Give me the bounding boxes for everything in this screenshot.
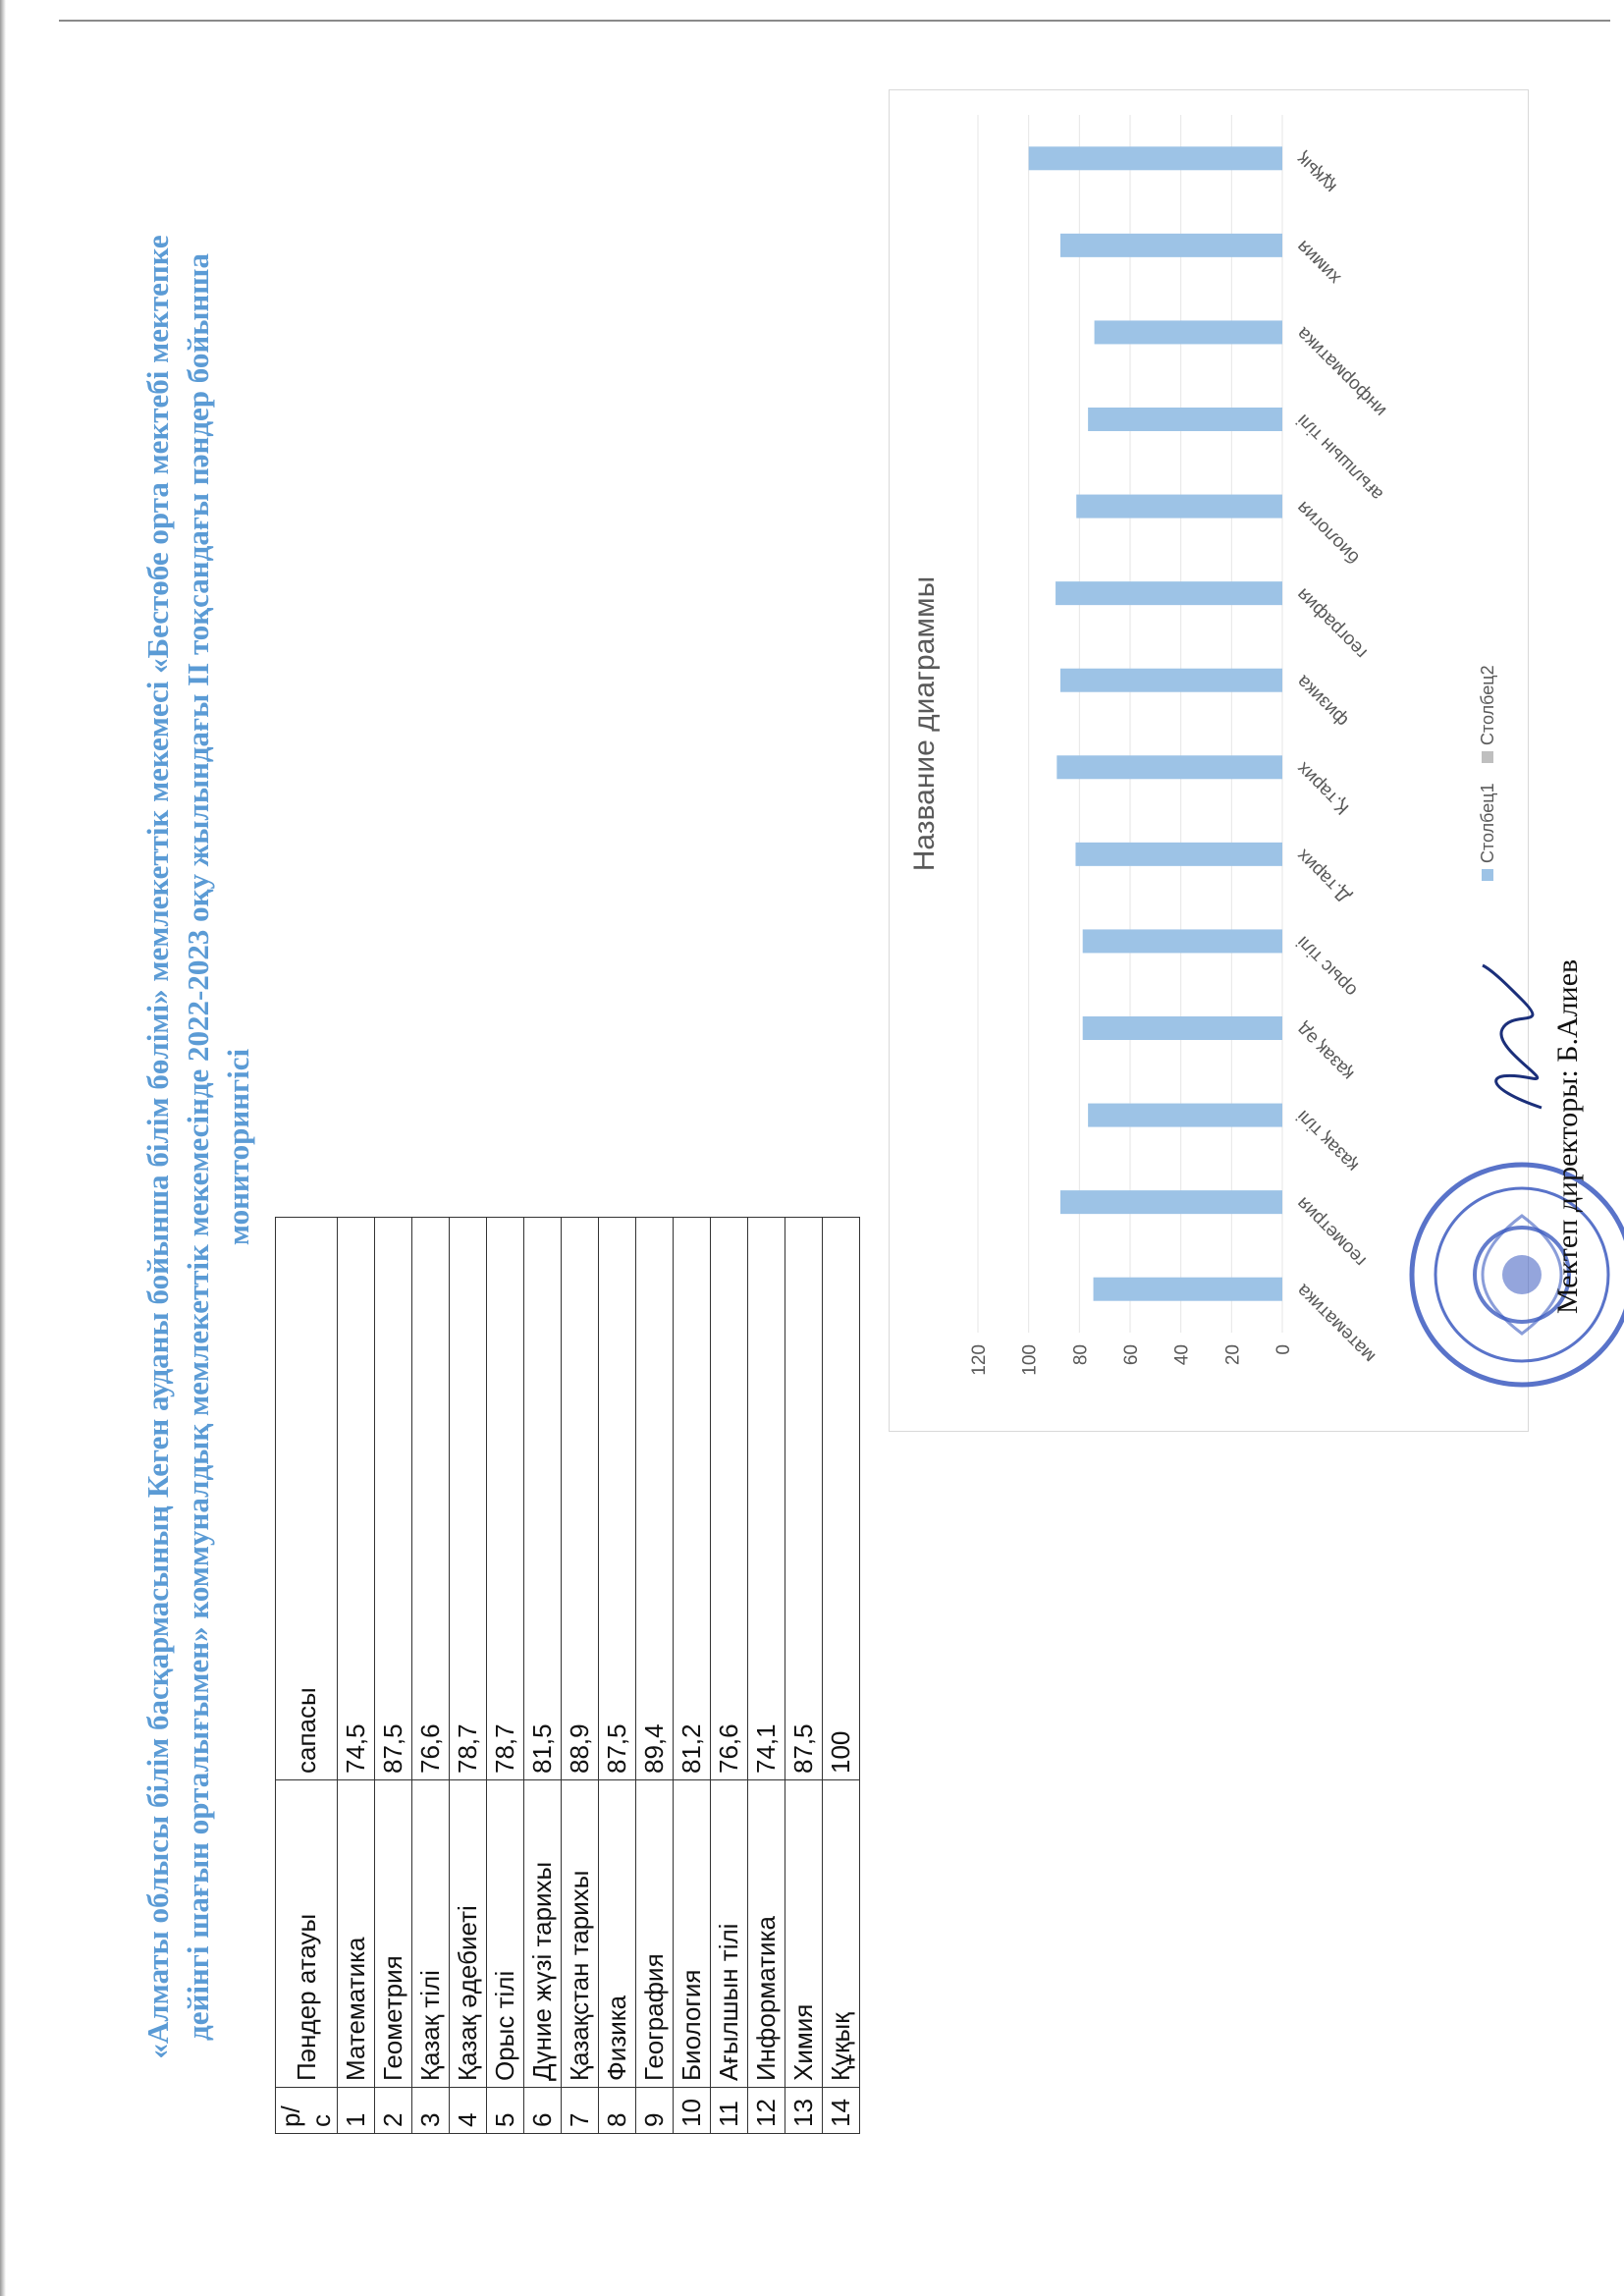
x-tick-label: қазақ тілі	[1292, 1106, 1363, 1176]
x-tick-label: құқық	[1292, 148, 1341, 197]
table-cell: Қазақстан тарихы	[562, 1780, 599, 2088]
bar	[1088, 1104, 1282, 1127]
table-cell: 8	[599, 2088, 636, 2134]
official-stamp	[1404, 1157, 1624, 1393]
table-cell: Физика	[599, 1780, 636, 2088]
table-cell: 74,5	[338, 1218, 375, 1780]
table-cell: 87,5	[375, 1218, 412, 1780]
table-cell: Ағылшын тілі	[711, 1780, 748, 2088]
table-cell: 9	[636, 2088, 674, 2134]
table-cell: 2	[375, 2088, 412, 2134]
table-cell: 5	[487, 2088, 524, 2134]
x-tick-label: химия	[1292, 236, 1345, 289]
bar	[1095, 320, 1282, 344]
header-line-1: «Алматы облысы білім басқармасының Кеген ауданы бойынша білім бөлімі» мемлекеттік мекемесі «Бестөбе орта мектебі мектепке	[140, 235, 175, 2059]
table-cell: 12	[748, 2088, 785, 2134]
bar	[1083, 1016, 1282, 1040]
table-row	[711, 1218, 748, 2134]
x-tick-label: информатика	[1292, 322, 1391, 421]
table-cell: р/с	[276, 2088, 338, 2134]
table-header-row	[276, 1218, 338, 2134]
table-row	[338, 1218, 375, 2134]
x-tick-label: физика	[1292, 671, 1353, 731]
monitoring-table	[275, 1217, 860, 2134]
bar	[1075, 843, 1282, 866]
table-cell: сапасы	[276, 1218, 338, 1780]
table-row	[636, 1218, 674, 2134]
x-tick-label: Д.тарих	[1292, 845, 1355, 907]
table-cell: География	[636, 1780, 674, 2088]
table-cell: 13	[785, 2088, 823, 2134]
y-tick-label: 0	[1273, 1344, 1294, 1355]
table-cell: 1	[338, 2088, 375, 2134]
bar	[1094, 1278, 1282, 1301]
x-tick-label: орыс тілі	[1292, 931, 1362, 1001]
table-cell: Химия	[785, 1780, 823, 2088]
table-cell: Құқық	[823, 1780, 860, 2088]
table-cell: Информатика	[748, 1780, 785, 2088]
table-row	[524, 1218, 562, 2134]
table-cell: 6	[524, 2088, 562, 2134]
bar	[1083, 929, 1282, 953]
header-line-2: дейінгі шағын орталығымен» коммуналдық мемлекеттік мекемесінде 2022-2023 оқу жылындағы II тоқсандағы пәндер бойынша	[181, 253, 215, 2041]
document-header	[137, 136, 258, 2159]
table-cell: 87,5	[599, 1218, 636, 1780]
table-row	[823, 1218, 860, 2134]
table-cell: Қазақ әдебиеті	[450, 1780, 487, 2088]
chart-title: Название диаграммы	[908, 575, 941, 872]
table-cell: 78,7	[487, 1218, 524, 1780]
bar	[1029, 146, 1282, 170]
legend-swatch-2	[1482, 751, 1493, 763]
y-tick-label: 100	[1019, 1344, 1041, 1376]
table-cell: Орыс тілі	[487, 1780, 524, 2088]
table-cell: 10	[674, 2088, 711, 2134]
table-cell: 89,4	[636, 1218, 674, 1780]
legend-label-1: Столбец1	[1478, 783, 1497, 863]
table-row	[599, 1218, 636, 2134]
bar	[1060, 234, 1282, 257]
table-cell: 3	[412, 2088, 450, 2134]
table-cell: Биология	[674, 1780, 711, 2088]
header-line-3: мониторингісі	[221, 1048, 255, 1246]
table-cell: 88,9	[562, 1218, 599, 1780]
y-tick-label: 20	[1222, 1344, 1244, 1366]
bar	[1056, 581, 1282, 605]
table-cell: 4	[450, 2088, 487, 2134]
x-tick-label: математика	[1292, 1280, 1380, 1367]
table-cell: 76,6	[711, 1218, 748, 1780]
table-row	[562, 1218, 599, 2134]
table-row	[487, 1218, 524, 2134]
table-cell: Пәндер атауы	[276, 1780, 338, 2088]
y-tick-label: 40	[1171, 1344, 1193, 1366]
table-row	[450, 1218, 487, 2134]
table-cell: Қазақ тілі	[412, 1780, 450, 2088]
table-cell: 76,6	[412, 1218, 450, 1780]
bar	[1060, 1190, 1282, 1214]
x-tick-label: география	[1292, 583, 1372, 663]
table-cell: 14	[823, 2088, 860, 2134]
table-cell: Дүние жүзі тарихы	[524, 1780, 562, 2088]
y-tick-label: 80	[1070, 1344, 1092, 1366]
table-cell: 11	[711, 2088, 748, 2134]
table-cell: 81,5	[524, 1218, 562, 1780]
bar	[1088, 408, 1282, 431]
bar	[1060, 669, 1282, 692]
table-row	[375, 1218, 412, 2134]
table-cell: 100	[823, 1218, 860, 1780]
bar	[1076, 495, 1282, 519]
y-tick-label: 60	[1121, 1344, 1142, 1366]
table-row	[748, 1218, 785, 2134]
legend-label-2: Столбец2	[1478, 665, 1497, 745]
table-cell: Геометрия	[375, 1780, 412, 2088]
signature-line: Мектеп директоры: Б.Алиев	[1551, 958, 1584, 1314]
table-cell: 74,1	[748, 1218, 785, 1780]
table-cell: 78,7	[450, 1218, 487, 1780]
table-cell: 7	[562, 2088, 599, 2134]
table-row	[674, 1218, 711, 2134]
bar	[1056, 755, 1282, 779]
x-tick-label: геометрия	[1292, 1192, 1371, 1271]
x-tick-label: Қ.тарих	[1292, 757, 1354, 819]
table-cell: 87,5	[785, 1218, 823, 1780]
x-tick-label: биология	[1292, 497, 1365, 569]
table-row	[412, 1218, 450, 2134]
table-cell: Математика	[338, 1780, 375, 2088]
y-tick-label: 120	[969, 1344, 990, 1376]
x-tick-label: қазақ әд	[1292, 1018, 1359, 1085]
table-row	[785, 1218, 823, 2134]
table-cell: 81,2	[674, 1218, 711, 1780]
legend-swatch-1	[1482, 869, 1493, 881]
x-tick-label: ағылшын тілі	[1292, 410, 1387, 505]
